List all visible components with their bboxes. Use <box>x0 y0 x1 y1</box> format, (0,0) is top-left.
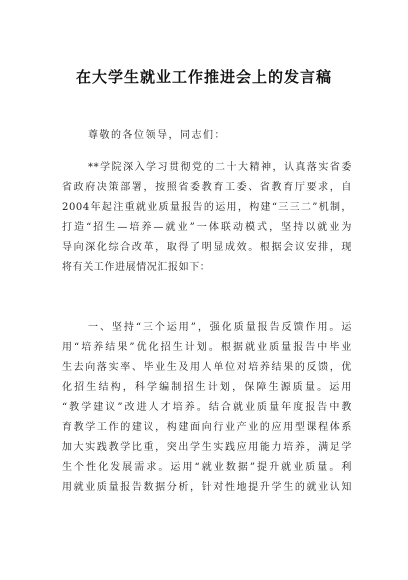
paragraph-line: 一、坚持“三个运用”，强化质量报告反馈作用。运 <box>88 322 352 333</box>
salutation: 尊敬的各位领导，同志们： <box>88 130 226 141</box>
paragraph-line: 生个性化发展需求。运用“就业数据”提升就业质量。利 <box>62 462 352 473</box>
paragraph-section-one <box>62 318 352 498</box>
paragraph-line: 导向深化综合改革，取得了明显成效。根据会议安排，现 <box>62 242 352 253</box>
paragraph-line: 将有关工作进展情况汇报如下： <box>62 262 211 273</box>
paragraph-line: 育教学工作的建议，构建面向行业产业的应用型课程体系 <box>62 422 352 433</box>
paragraph-intro <box>62 158 352 278</box>
paragraph-line: 用“培养结果”优化招生计划。根据就业质量报告中毕业 <box>62 342 352 353</box>
paragraph-line: **学院深入学习贯彻党的二十大精神，认真落实省委 <box>88 162 352 173</box>
paragraph-line: 2004年起注重就业质量报告的运用，构建“三三二”机制， <box>62 202 352 213</box>
paragraph-line: 化招生结构，科学编制招生计划，保障生源质量。运用 <box>62 382 352 393</box>
paragraph-line: 生去向落实率、毕业生及用人单位对培养结果的反馈，优 <box>62 362 352 373</box>
paragraph-line: 用就业质量报告数据分析，针对性地提升学生的就业认知 <box>62 482 352 493</box>
paragraph-line: 打造“招生—培养—就业”一体联动模式，坚持以就业为 <box>62 222 352 233</box>
paragraph-line: 省政府决策部署，按照省委教育工委、省教育厅要求，自 <box>62 182 352 193</box>
paragraph-line: “教学建议”改进人才培养。结合就业质量年度报告中教 <box>62 402 352 413</box>
paragraph-line: 加大实践教学比重，突出学生实践应用能力培养，满足学 <box>62 442 352 453</box>
document-title: 在大学生就业工作推进会上的发言稿 <box>75 68 332 86</box>
